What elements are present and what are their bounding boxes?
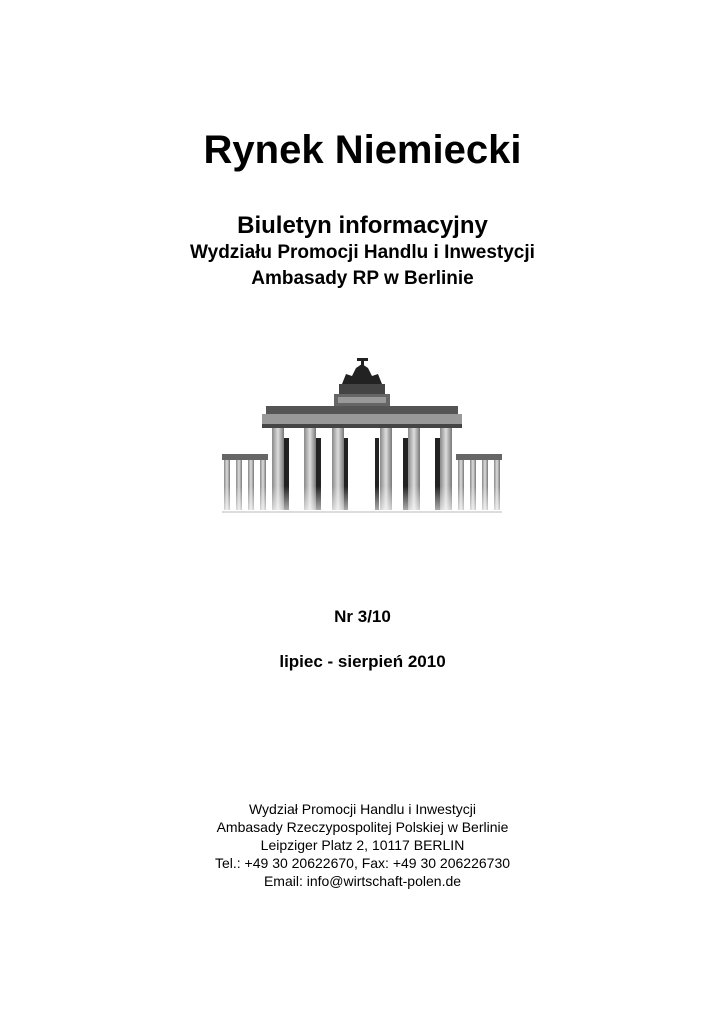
contact-embassy: Ambasady Rzeczypospolitej Polskiej w Berlinie [216, 819, 509, 835]
brandenburg-gate-icon [222, 346, 502, 521]
document-title: Rynek Niemiecki [203, 128, 522, 172]
embassy-name: Ambasady RP w Berlinie [251, 268, 474, 289]
issue-number: Nr 3/10 [334, 607, 391, 626]
contact-address: Leipziger Platz 2, 10117 BERLIN [260, 837, 465, 853]
bulletin-subtitle: Biuletyn informacyjny [237, 212, 488, 239]
contact-department: Wydział Promocji Handlu i Inwestycji [248, 801, 477, 817]
contact-email: Email: info@wirtschaft-polen.de [263, 873, 462, 889]
issue-date: lipiec - sierpień 2010 [279, 652, 446, 671]
contact-block [0, 800, 725, 890]
contact-phone-fax: Tel.: +49 30 20622670, Fax: +49 30 206226730 [214, 855, 511, 871]
department-name: Wydziału Promocji Handlu i Inwestycji [190, 242, 535, 263]
